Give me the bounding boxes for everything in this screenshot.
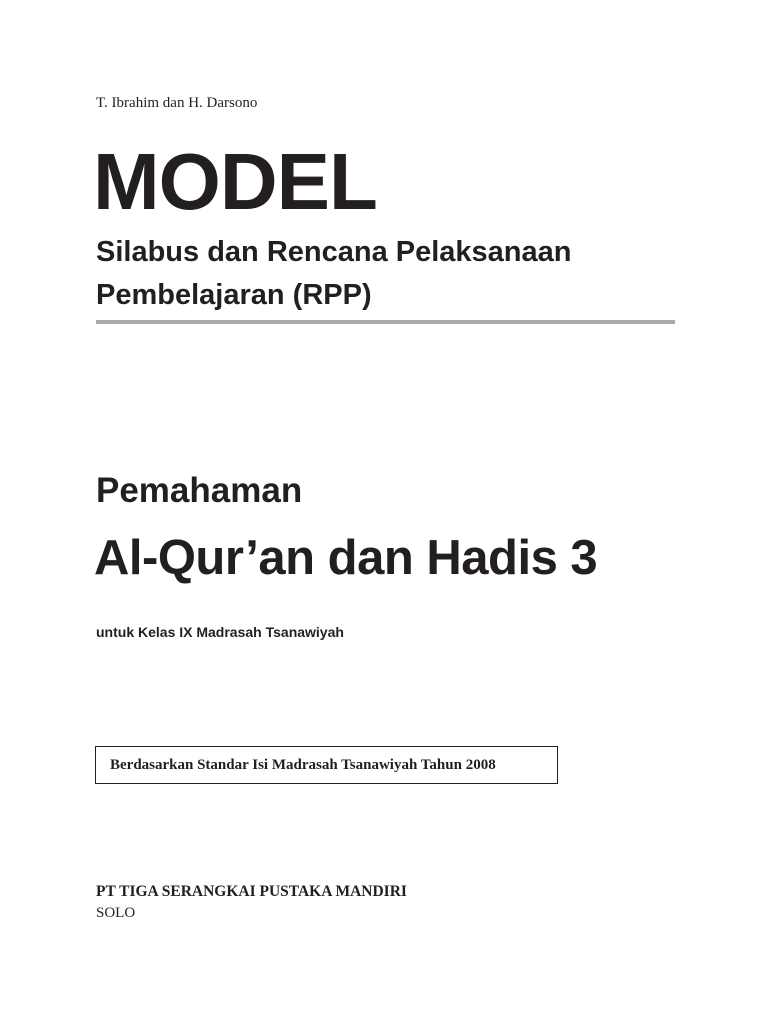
author-names: T. Ibrahim dan H. Darsono — [96, 95, 258, 111]
grade-level: untuk Kelas IX Madrasah Tsanawiyah — [96, 624, 344, 640]
title-divider — [96, 320, 675, 324]
subject-title: Al-Qur’an dan Hadis 3 — [94, 531, 598, 585]
book-title: MODEL — [93, 137, 377, 226]
standard-note: Berdasarkan Standar Isi Madrasah Tsanawiyah Tahun 2008 — [110, 757, 496, 773]
publisher-city: SOLO — [96, 905, 136, 921]
subject-prefix: Pemahaman — [96, 471, 303, 510]
subtitle-line-2: Pembelajaran (RPP) — [96, 279, 372, 311]
standard-note-box — [95, 746, 558, 784]
book-subtitle — [96, 231, 696, 317]
subtitle-line-1: Silabus dan Rencana Pelaksanaan — [96, 236, 572, 268]
publisher-name: PT TIGA SERANGKAI PUSTAKA MANDIRI — [96, 883, 407, 900]
